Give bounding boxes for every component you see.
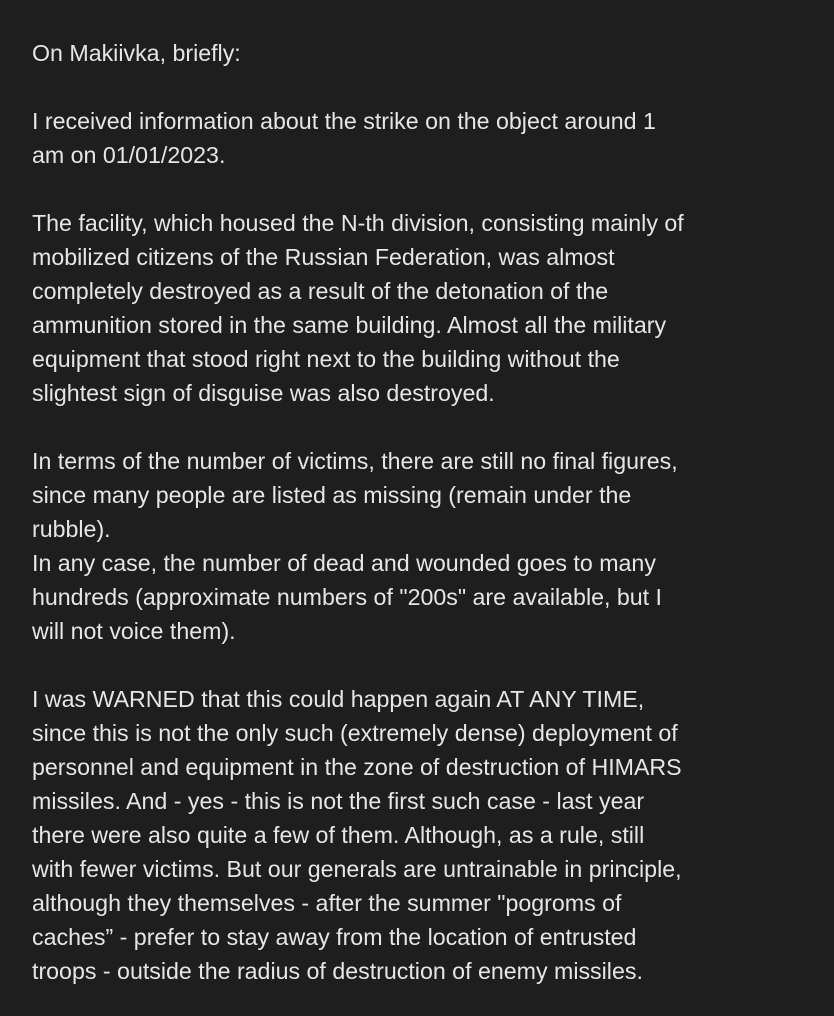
paragraph-4-line: troops - outside the radius of destruction of enemy missiles.	[32, 958, 643, 984]
paragraph-3-line: In any case, the number of dead and wounded goes to many	[32, 550, 656, 576]
paragraph-3-line: will not voice them).	[32, 618, 236, 644]
paragraph-4-line: with fewer victims. But our generals are untrainable in principle,	[32, 856, 682, 882]
paragraph-gap	[32, 172, 822, 206]
message-heading: On Makiivka, briefly:	[32, 40, 241, 66]
paragraph-3-line: rubble).	[32, 516, 111, 542]
paragraph-2-line: completely destroyed as a result of the detonation of the	[32, 278, 609, 304]
paragraph-4-line: since this is not the only such (extremely dense) deployment of	[32, 720, 678, 746]
paragraph-2-line: mobilized citizens of the Russian Federation, was almost	[32, 244, 615, 270]
paragraph-gap	[32, 410, 822, 444]
paragraph-3-line: In terms of the number of victims, there are still no final figures,	[32, 448, 678, 474]
paragraph-2-line: The facility, which housed the N-th division, consisting mainly of	[32, 210, 684, 236]
paragraph-gap	[32, 70, 822, 104]
paragraph-4-line: caches” - prefer to stay away from the location of entrusted	[32, 924, 637, 950]
paragraph-1-line: I received information about the strike on the object around 1	[32, 108, 656, 134]
paragraph-gap	[32, 648, 822, 682]
paragraph-2-line: equipment that stood right next to the building without the	[32, 346, 620, 372]
paragraph-2-line: slightest sign of disguise was also destroyed.	[32, 380, 495, 406]
paragraph-2-line: ammunition stored in the same building. Almost all the military	[32, 312, 667, 338]
paragraph-1-line: am on 01/01/2023.	[32, 142, 226, 168]
paragraph-4-line: missiles. And - yes - this is not the first such case - last year	[32, 788, 645, 814]
paragraph-4-line: I was WARNED that this could happen again AT ANY TIME,	[32, 686, 645, 712]
paragraph-4-line: personnel and equipment in the zone of destruction of HIMARS	[32, 754, 682, 780]
paragraph-4-line: there were also quite a few of them. Although, as a rule, still	[32, 822, 645, 848]
message-body	[32, 36, 822, 988]
paragraph-3-line: since many people are listed as missing (remain under the	[32, 482, 632, 508]
paragraph-4-line: although they themselves - after the summer "pogroms of	[32, 890, 622, 916]
paragraph-3-line: hundreds (approximate numbers of "200s" are available, but I	[32, 584, 663, 610]
